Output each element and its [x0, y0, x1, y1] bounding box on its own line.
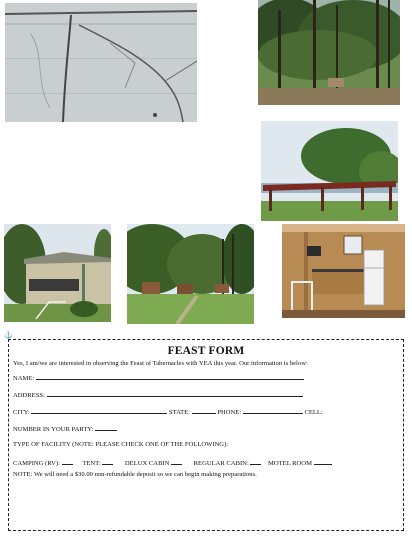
- cell-label: CELL:: [304, 409, 323, 416]
- camping-checkbox[interactable]: [62, 458, 73, 465]
- camping-label: CAMPING (RV):: [13, 460, 60, 467]
- delux-cabin-label: DELUX CABIN: [124, 460, 170, 467]
- facility-heading: TYPE OF FACILITY (NOTE: PLEASE CHECK ONE OF THE FOLLOWING):: [13, 441, 229, 448]
- cabins-photo: [127, 224, 254, 324]
- party-row: [13, 424, 117, 433]
- map-image: [5, 3, 197, 122]
- anchor-icon: ⚓: [4, 332, 13, 339]
- feast-form: [8, 339, 404, 531]
- tent-label: TENT:: [82, 460, 101, 467]
- name-row: [13, 373, 304, 382]
- party-field[interactable]: [95, 424, 117, 431]
- deposit-note: NOTE: We will need a $30.00 non-refundable deposit so we can begin making preparations.: [13, 471, 257, 478]
- delux-cabin-checkbox[interactable]: [171, 458, 182, 465]
- name-label: NAME:: [13, 375, 35, 382]
- party-label: NUMBER IN YOUR PARTY:: [13, 426, 94, 433]
- intro-text: Yes, I am/we are interested in observing the Feast of Tabernacles with YEA this year. Our information is below:: [13, 360, 308, 367]
- regular-cabin-checkbox[interactable]: [250, 458, 261, 465]
- state-field[interactable]: [192, 407, 216, 414]
- address-label: ADDRESS:: [13, 392, 45, 399]
- kitchen-photo: [282, 224, 405, 318]
- city-row: [13, 407, 323, 416]
- forest-photo: [258, 0, 400, 105]
- tent-checkbox[interactable]: [102, 458, 113, 465]
- address-field[interactable]: [47, 390, 303, 397]
- regular-cabin-label: REGULAR CABIN:: [193, 460, 249, 467]
- building-photo: [4, 224, 111, 322]
- name-field[interactable]: [36, 373, 304, 380]
- city-field[interactable]: [31, 407, 167, 414]
- phone-field[interactable]: [243, 407, 303, 414]
- facility-options-row: [13, 458, 332, 467]
- motel-room-checkbox[interactable]: [314, 458, 332, 465]
- phone-label: PHONE:: [217, 409, 242, 416]
- motel-room-label: MOTEL ROOM: [268, 460, 312, 467]
- state-label: STATE:: [168, 409, 191, 416]
- pavilion-photo: [261, 121, 398, 221]
- address-row: [13, 390, 303, 399]
- city-label: CITY:: [13, 409, 30, 416]
- form-title: FEAST FORM: [167, 345, 245, 357]
